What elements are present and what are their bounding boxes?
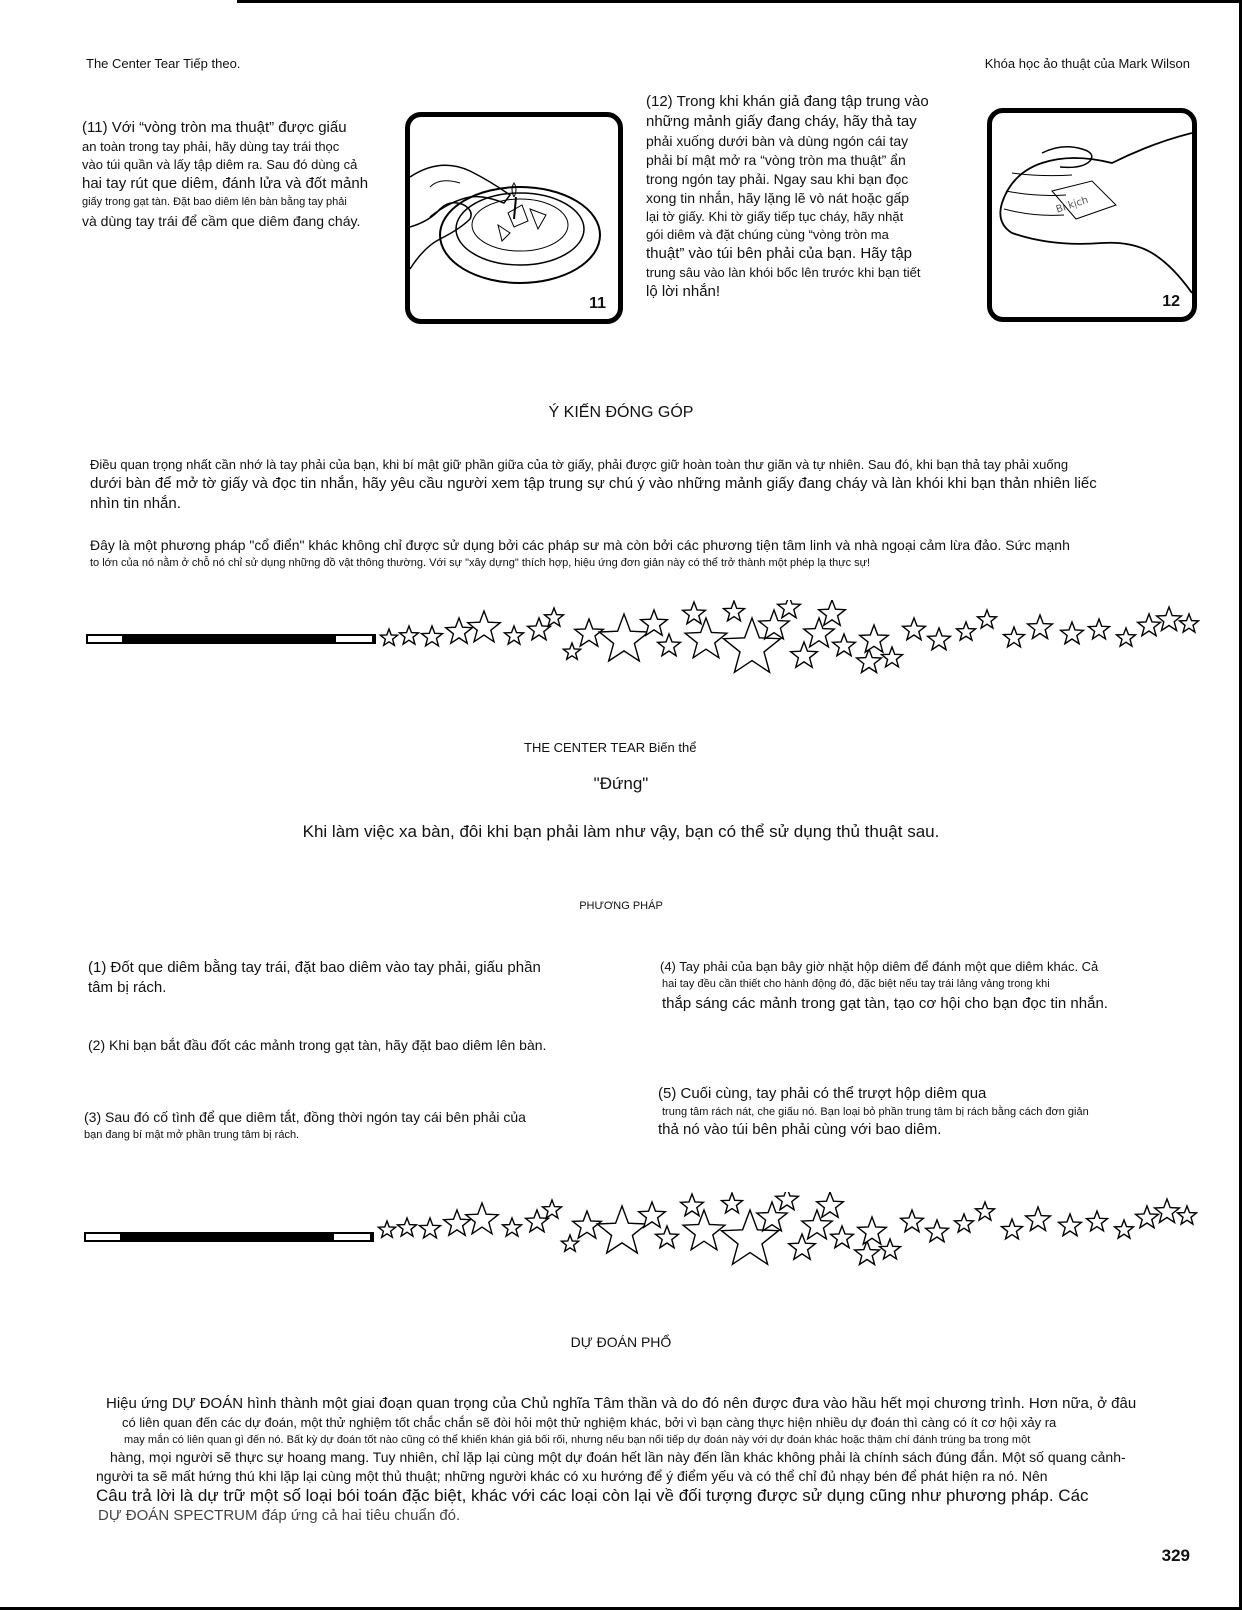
star-icon — [1004, 627, 1025, 647]
text-line: thả nó vào túi bên phải cùng với bao diêm. — [658, 1121, 942, 1138]
star-icon — [724, 601, 745, 621]
star-icon — [1178, 1206, 1197, 1224]
star-icon — [831, 1226, 854, 1248]
text-line: DỰ ĐOÁN SPECTRUM đáp ứng cả hai tiêu chuẩn đó. — [98, 1507, 461, 1524]
variant-step-3 — [84, 1108, 644, 1143]
text-line: (3) Sau đó cố tình để que diêm tắt, đồng thời ngón tay cái bên phải của — [84, 1109, 526, 1125]
section-title-comments: Ý KIẾN ĐÓNG GÓP — [548, 404, 694, 421]
text-line: xong tin nhắn, hãy lặng lẽ vò nát hoặc gấp — [646, 190, 910, 206]
running-header-left: The Center Tear Tiếp theo. — [86, 56, 241, 71]
star-icon — [1157, 607, 1182, 631]
star-icon — [422, 626, 443, 646]
star-icon — [880, 1239, 901, 1259]
text-line: Đây là một phương pháp "cổ điển" khác không chỉ được sử dụng bởi các pháp sư mà còn bởi các phương tiện tâm linh và nhà ngoại cảm lừa đảo. Sức mạnh — [90, 537, 1070, 553]
star-icon — [955, 1214, 974, 1232]
text-line: an toàn trong tay phải, hãy dùng tay trái thọc — [82, 139, 340, 154]
star-icon — [776, 1192, 799, 1210]
star-icon — [1155, 1199, 1180, 1223]
star-icon — [804, 618, 834, 647]
text-line: có liên quan đến các dự đoán, một thử nghiệm tốt chắc chắn sẽ đòi hỏi một thử nghiệm khác, bởi vì bạn càng thực hiện nhiều dự đoán thì càng có ít cơ hội xảy ra — [122, 1415, 1057, 1430]
comments-paragraph-1 — [90, 456, 1200, 514]
star-icon — [446, 618, 473, 643]
magic-wand-divider — [84, 600, 1204, 700]
star-icon — [505, 626, 524, 644]
figure-number: 11 — [589, 295, 606, 312]
ashtray-illustration — [410, 117, 618, 319]
text-line: Điều quan trọng nhất cần nhớ là tay phải của bạn, khi bí mật giữ phần giữa của tờ giấy, phải được giữ hoàn toàn thư giãn và tự nhiên. Sau đó, khi bạn thả tay phải xuống — [90, 457, 1069, 472]
text-line: Hiệu ứng DỰ ĐOÁN hình thành một giai đoạn quan trọng của Chủ nghĩa Tâm thần và do đó nên được đưa vào hầu hết mọi chương trình. Hơn nữa, ở đâu — [106, 1395, 1137, 1412]
variant-step-2: (2) Khi bạn bắt đầu đốt các mảnh trong gạt tàn, hãy đặt bao diêm lên bàn. — [88, 1037, 547, 1053]
star-icon — [683, 602, 706, 624]
star-icon — [420, 1218, 441, 1238]
text-line: (11) Với “vòng tròn ma thuật” được giấu — [82, 119, 347, 136]
star-icon — [802, 1210, 832, 1239]
hand-illustration — [992, 113, 1192, 317]
text-line: gói diêm và đặt chúng cùng “vòng tròn ma — [646, 227, 889, 242]
variant-step-5 — [658, 1084, 1218, 1140]
star-icon — [380, 629, 397, 645]
figure-12 — [987, 108, 1197, 322]
star-icon — [561, 1235, 578, 1251]
text-line: và dùng tay trái để cầm que diêm đang cháy. — [82, 213, 361, 229]
text-line: giấy trong gạt tàn. Đặt bao diêm lên bàn bằng tay phải — [82, 196, 347, 208]
star-icon — [833, 634, 856, 656]
star-icon — [857, 649, 882, 673]
text-line: may mắn có liên quan gì đến nó. Bất kỳ dự đoán tốt nào cũng có thể khiến khán giả bối rối, nhưng nếu bạn nối tiếp dự đoán này với dự đoán khác hoặc thậm chí đánh trúng ba trong một — [124, 1434, 1031, 1446]
star-icon — [563, 643, 580, 659]
text-line: lộ lời nhắn! — [646, 283, 721, 300]
star-icon — [1059, 1214, 1082, 1236]
star-icon — [1028, 615, 1053, 639]
running-header-right: Khóa học ảo thuật của Mark Wilson — [984, 56, 1190, 71]
star-icon — [858, 1217, 887, 1244]
star-icon — [978, 610, 997, 628]
method-title: PHƯƠNG PHÁP — [579, 900, 663, 912]
star-icon — [957, 622, 976, 640]
text-line: nhìn tin nhắn. — [90, 495, 181, 512]
star-icon — [722, 1193, 743, 1213]
magic-wand-divider — [80, 1192, 1204, 1292]
text-line: bạn đang bí mật mở phần trung tâm bị rách. — [84, 1129, 300, 1141]
star-icon — [1087, 1211, 1108, 1231]
top-border — [237, 0, 1242, 3]
variant-title: THE CENTER TEAR Biến thể — [524, 740, 697, 755]
star-icon — [1115, 1220, 1134, 1238]
star-icon — [860, 625, 889, 652]
star-icon — [819, 600, 846, 625]
star-icon — [1138, 614, 1161, 636]
text-line: dưới bàn để mở tờ giấy và đọc tin nhắn, hãy yêu cầu người xem tập trung sự chú ý vào những mảnh giấy đang cháy và làn khói khi bạn thản nhiên liếc — [90, 475, 1097, 492]
text-line: thắp sáng các mảnh trong gạt tàn, tạo cơ hội cho bạn đọc tin nhắn. — [662, 995, 1108, 1012]
star-icon — [976, 1202, 995, 1220]
figure-number: 12 — [1162, 293, 1180, 310]
text-line: to lớn của nó nằm ở chỗ nó chỉ sử dụng những đồ vật thông thường. Với sự "xây dựng" thích hợp, hiệu ứng đơn giản này có thể trở thành một phép lạ thực sự! — [90, 557, 871, 569]
star-icon — [882, 647, 903, 667]
star-icon — [400, 626, 419, 644]
star-icon — [545, 608, 564, 626]
star-icon — [681, 1194, 704, 1216]
star-icon — [817, 1192, 844, 1217]
star-icon — [543, 1200, 562, 1218]
text-line: hai tay đều cần thiết cho hành động đó, đặc biệt nếu tay trái lảng vảng trong khi — [662, 978, 1050, 990]
text-line: thuật” vào túi bên phải của bạn. Hãy tập — [646, 245, 913, 262]
text-line: (1) Đốt que diêm bằng tay trái, đặt bao diêm vào tay phải, giấu phần — [88, 959, 541, 976]
variant-step-4 — [660, 958, 1200, 1014]
star-icon — [528, 618, 551, 640]
star-icon — [378, 1221, 395, 1237]
star-icon — [466, 1203, 498, 1234]
star-icon — [1061, 622, 1084, 644]
text-line: (5) Cuối cùng, tay phải có thể trượt hộp diêm qua — [658, 1085, 987, 1102]
text-line: (4) Tay phải của bạn bây giờ nhặt hộp diêm để đánh một que diêm khác. Cả — [660, 959, 1099, 974]
text-line: trong ngón tay phải. Ngay sau khi bạn đọc — [646, 171, 909, 187]
star-icon — [901, 1210, 924, 1232]
spectrum-paragraph — [96, 1394, 1206, 1526]
text-line: người ta sẽ mất hứng thú khi lặp lại cùng một thủ thuật; những người khác có xu hướng để ý điểm yếu và có thể chỉ đủ nhạy bén để phát hiện ra nó. Nên — [96, 1468, 1048, 1484]
star-icon — [903, 618, 926, 640]
star-icon — [789, 1234, 816, 1259]
section-title-spectrum: DỰ ĐOÁN PHỔ — [570, 1334, 672, 1350]
paper-label: Bi kịch — [1054, 194, 1090, 216]
star-icon — [1089, 619, 1110, 639]
star-icon — [855, 1241, 880, 1265]
text-line: Câu trả lời là dự trữ một số loại bói toán đặc biệt, khác với các loại còn lại về đối tượng được sử dụng cũng như phương pháp. Các — [96, 1486, 1089, 1505]
star-icon — [658, 634, 681, 656]
step-12-text — [646, 92, 966, 302]
star-icon — [685, 618, 727, 658]
variant-step-1 — [88, 958, 628, 998]
star-icon — [791, 642, 818, 667]
text-line: phải xuống dưới bàn và dùng ngón cái tay — [646, 133, 909, 149]
text-line: trung sâu vào làn khói bốc lên trước khi bạn tiết — [646, 265, 921, 280]
star-icon — [926, 1220, 949, 1242]
star-icon — [1002, 1219, 1023, 1239]
comments-paragraph-2 — [90, 536, 1200, 571]
star-icon — [656, 1226, 679, 1248]
text-line: những mảnh giấy đang cháy, hãy thả tay — [646, 113, 917, 130]
star-icon — [1117, 628, 1136, 646]
figure-11 — [405, 112, 623, 324]
text-line: hai tay rút que diêm, đánh lửa và đốt mảnh — [82, 175, 369, 192]
star-icon — [928, 628, 951, 650]
text-line: vào túi quần và lấy tập diêm ra. Sau đó dùng cả — [82, 157, 358, 172]
text-line: lại tờ giấy. Khi tờ giấy tiếp tục cháy, hãy nhặt — [646, 209, 904, 224]
page-number: 329 — [1161, 1546, 1190, 1565]
star-icon — [398, 1218, 417, 1236]
text-line: trung tâm rách nát, che giấu nó. Bạn loại bỏ phần trung tâm bị rách bằng cách đơn giản — [662, 1106, 1089, 1118]
text-line: (12) Trong khi khán giả đang tập trung vào — [646, 93, 929, 110]
star-icon — [683, 1210, 725, 1250]
wand-stars-illustration — [84, 600, 1204, 700]
star-icon — [1180, 614, 1199, 632]
star-icon — [1136, 1206, 1159, 1228]
star-icon — [526, 1210, 549, 1232]
wand-stars-illustration — [80, 1192, 1204, 1292]
star-icon — [1026, 1207, 1051, 1231]
variant-subtitle: "Đứng" — [593, 774, 649, 793]
star-icon — [468, 611, 500, 642]
variant-intro: Khi làm việc xa bàn, đôi khi bạn phải làm như vậy, bạn có thể sử dụng thủ thuật sau. — [302, 822, 940, 841]
star-icon — [444, 1210, 471, 1235]
star-icon — [778, 600, 801, 618]
star-icon — [503, 1218, 522, 1236]
text-line: hàng, mọi người sẽ thực sự hoang mang. Tuy nhiên, chỉ lặp lại cùng một dự đoán hết lần này đến lần khác không phải là chính sách đúng đắn. Một số quang cảnh- — [110, 1449, 1126, 1465]
text-line: phải bí mật mở ra “vòng tròn ma thuật” ẩn — [646, 152, 906, 168]
text-line: tâm bị rách. — [88, 979, 167, 996]
step-11-text — [82, 118, 402, 231]
